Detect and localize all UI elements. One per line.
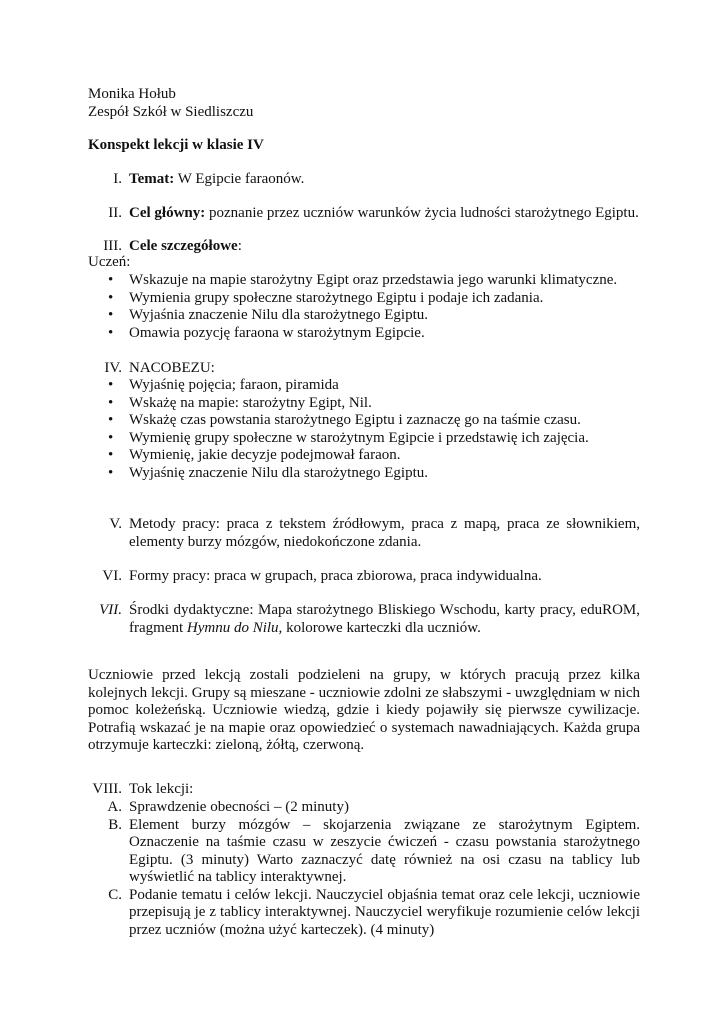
section-text: W Egipcie faraonów. [174, 171, 305, 187]
document-title: Konspekt lekcji w klasie IV [88, 137, 264, 153]
item-letter: B. [108, 816, 122, 833]
section-number: VI. [102, 568, 122, 584]
section-label: Cel główny: [129, 205, 206, 221]
section-text: NACOBEZU: [129, 360, 215, 376]
section-text: Formy pracy: praca w grupach, praca zbiorowa, praca indywidualna. [129, 568, 542, 584]
list-item: • Wskazuje na mapie starożytny Egipt oraz przedstawia jego warunki klimatyczne. [108, 272, 618, 288]
bullet-icon: • [108, 412, 114, 428]
lesson-flow-list [88, 799, 640, 939]
list-item: • Wskażę na mapie: starożytny Egipt, Nil. [108, 394, 372, 411]
section-text-italic: Hymnu do Nilu, [186, 619, 283, 636]
list-item: • Wyjaśnię znaczenie Nilu dla starożytnego Egiptu. [108, 464, 428, 481]
student-label: Uczeń: [88, 254, 131, 270]
section-text: poznanie przez uczniów warunków życia ludności starożytnego Egiptu. [205, 205, 639, 221]
section-number: VIII. [92, 781, 122, 797]
list-item: • Wymienię grupy społeczne w starożytnym Egipcie i przedstawię ich zajęcia. [108, 429, 589, 446]
list-item: • Omawia pozycję faraona w starożytnym Egipcie. [108, 324, 425, 341]
section-text: Tok lekcji: [129, 781, 194, 797]
bullet-icon: • [108, 447, 114, 463]
detailed-goals-list [88, 272, 640, 342]
nacobezu-list [88, 377, 640, 482]
list-item: • Wymienia grupy społeczne starożytnego Egiptu i podaje ich zadania. [108, 289, 544, 306]
list-item [88, 799, 640, 817]
section-label: Temat: [129, 171, 175, 187]
list-item: • Wymienię, jakie decyzje podejmował faraon. [108, 447, 401, 463]
intro-paragraph: Uczniowie przed lekcją zostali podzieleni na grupy, w których pracują przez kilka kolejnych lekcji. Grupy są mieszane - uczniowie zdolni ze słabszymi - uwzględniam w nich pomoc koleżeńską. Uczniowie wiedzą, gdzie i kiedy pojawiły się pierwsze cywilizacje. Potrafią wskazać je na mapie oraz opowiedzieć o systemach nawadniających. Każda grupa otrzymuje karteczki: zieloną, żółtą, czerwoną. [88, 667, 640, 753]
bullet-icon: • [108, 272, 114, 288]
list-item [88, 817, 640, 887]
bullet-icon: • [108, 307, 114, 323]
section-number: I. [113, 171, 122, 187]
item-text: Sprawdzenie obecności – (2 minuty) [129, 799, 349, 815]
bullet-icon: • [108, 464, 114, 481]
list-item: • Wyjaśnia znaczenie Nilu dla starożytnego Egiptu. [108, 307, 428, 323]
section-number: II. [108, 205, 122, 221]
school-name: Zespół Szkół w Siedliszczu [88, 104, 254, 120]
bullet-icon: • [108, 377, 114, 393]
section-number: V. [109, 516, 122, 532]
section-text: : [237, 238, 242, 254]
section-text: Środki dydaktyczne: Mapa starożytnego Bliskiego Wschodu, karty pracy, eduROM, fragment [129, 602, 640, 636]
item-text: Podanie tematu i celów lekcji. Nauczyciel objaśnia temat oraz cele lekcji, uczniowie przepisują je z tablicy interaktywnej. Nauczyciel weryfikuje rozumienie celów lekcji przez uczniów (można użyć karteczek). (4 minuty) [129, 886, 640, 938]
section-number: IV. [104, 360, 122, 376]
list-item: • Wskażę czas powstania starożytnego Egiptu i zaznaczę go na taśmie czasu. [108, 412, 581, 428]
section-label: Cele szczegółowe [129, 238, 238, 254]
bullet-icon: • [108, 394, 114, 411]
item-letter: C. [108, 886, 122, 903]
item-letter: A. [107, 799, 122, 815]
section-text: kolorowe karteczki dla uczniów. [282, 619, 481, 636]
list-item [88, 887, 640, 940]
section-number: VII. [99, 602, 122, 618]
bullet-icon: • [108, 324, 114, 341]
bullet-icon: • [108, 289, 114, 306]
item-text: Element burzy mózgów – skojarzenia związane ze starożytnym Egiptem. Oznaczenie na taśmie czasu w zeszycie ćwiczeń - czasu powstania starożytnego Egiptu. (3 minuty) Warto zaznaczyć datę również na osi czasu na tablicy lub wyświetlić na tablicy interaktywnej. [129, 816, 640, 885]
list-item: • Wyjaśnię pojęcia; faraon, piramida [108, 377, 339, 393]
bullet-icon: • [108, 429, 114, 446]
author-name: Monika Hołub [88, 86, 176, 102]
section-number: III. [103, 238, 122, 254]
section-text: Metody pracy: praca z tekstem źródłowym, praca z mapą, praca ze słownikiem, elementy burzy mózgów, niedokończone zdania. [129, 516, 640, 550]
